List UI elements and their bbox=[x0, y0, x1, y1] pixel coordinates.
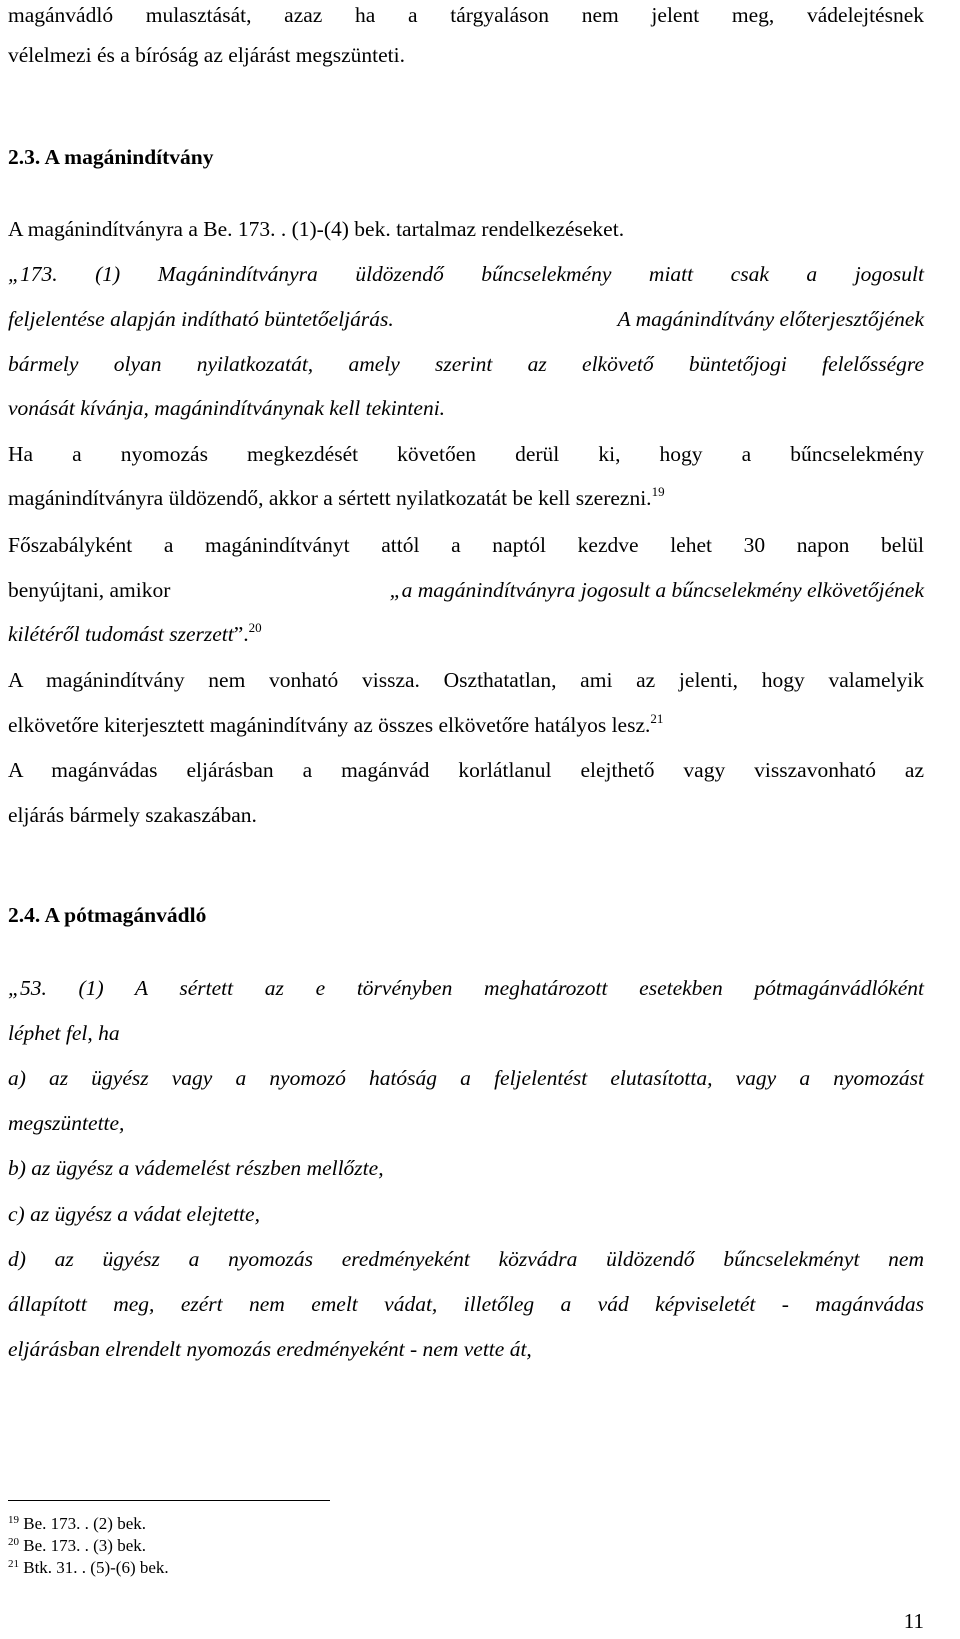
paragraph-line: Főszabályként a magánindítványt attól a naptól kezdve lehet 30 napon belül bbox=[8, 533, 924, 557]
paragraph-line: vélelmezi és a bíróság az eljárást megszünteti. bbox=[8, 43, 405, 67]
paragraph-text: benyújtani, amikor bbox=[8, 578, 171, 602]
footnote-divider bbox=[8, 1500, 330, 1501]
quote-line: állapított meg, ezért nem emelt vádat, illetőleg a vád képviseletét - magánvádas bbox=[8, 1292, 924, 1316]
section-heading: 2.3. A magánindítvány bbox=[8, 145, 214, 169]
paragraph-text: elkövetőre kiterjesztett magánindítvány az összes elkövetőre hatályos lesz. bbox=[8, 713, 651, 737]
quote-line: bármely olyan nyilatkozatát, amely szerint az elkövető büntetőjogi felelősségre bbox=[8, 352, 924, 376]
footnote-ref: 21 bbox=[650, 711, 664, 726]
footnote-number: 21 bbox=[8, 1558, 19, 1570]
footnote-text: Btk. 31. . (5)-(6) bek. bbox=[23, 1558, 169, 1577]
quote-line: c) az ügyész a vádat elejtette, bbox=[8, 1202, 260, 1226]
paragraph-text: magánindítványra üldözendő, akkor a sértett nyilatkozatát be kell szerezni. bbox=[8, 486, 652, 510]
paragraph-line bbox=[8, 575, 924, 605]
quote-line: eljárásban elrendelt nyomozás eredményeként - nem vette át, bbox=[8, 1337, 532, 1361]
quote-line: léphet fel, ha bbox=[8, 1021, 120, 1045]
footnote-ref: 19 bbox=[651, 484, 665, 499]
footnote-ref: 20 bbox=[248, 620, 262, 635]
footnote-number: 19 bbox=[8, 1514, 19, 1526]
paragraph-line bbox=[8, 710, 924, 740]
quote-line: vonását kívánja, magánindítványnak kell tekinteni. bbox=[8, 396, 446, 420]
quote-text: A magánindítvány előterjesztőjének bbox=[617, 307, 924, 331]
quote-line: d) az ügyész a nyomozás eredményeként közvádra üldözendő bűncselekményt nem bbox=[8, 1247, 924, 1271]
quote-line: a) az ügyész vagy a nyomozó hatóság a feljelentést elutasította, vagy a nyomozást bbox=[8, 1066, 924, 1090]
paragraph-line: A magánvádas eljárásban a magánvád korlátlanul elejthető vagy visszavonható az bbox=[8, 758, 924, 782]
footnote bbox=[8, 1558, 169, 1578]
footnote-text: Be. 173. . (2) bek. bbox=[23, 1514, 147, 1533]
quote-line: „173. (1) Magánindítványra üldözendő bűncselekmény miatt csak a jogosult bbox=[8, 262, 924, 286]
footnote-text: Be. 173. . (3) bek. bbox=[23, 1536, 147, 1555]
paragraph-line: A magánindítványra a Be. 173. . (1)-(4) bek. tartalmaz rendelkezéseket. bbox=[8, 217, 625, 241]
section-heading: 2.4. A pótmagánvádló bbox=[8, 903, 207, 927]
paragraph-line: Ha a nyomozás megkezdését követően derül ki, hogy a bűncselekmény bbox=[8, 442, 924, 466]
quote-text: kilétéről tudomást szerzett bbox=[8, 622, 234, 646]
page-number: 11 bbox=[903, 1609, 924, 1633]
paragraph-line: magánvádló mulasztását, azaz ha a tárgyaláson nem jelent meg, vádelejtésnek bbox=[8, 3, 924, 27]
quote-line: megszüntette, bbox=[8, 1111, 125, 1135]
footnote bbox=[8, 1536, 146, 1556]
quote-line bbox=[8, 304, 924, 334]
paragraph-line bbox=[8, 483, 924, 513]
quote-line: b) az ügyész a vádemelést részben mellőzte, bbox=[8, 1156, 384, 1180]
quote-text: feljelentése alapján indítható büntetőeljárás. bbox=[8, 307, 394, 331]
paragraph-line: eljárás bármely szakaszában. bbox=[8, 803, 257, 827]
quote-line: „53. (1) A sértett az e törvényben meghatározott esetekben pótmagánvádlóként bbox=[8, 976, 924, 1000]
footnote-number: 20 bbox=[8, 1536, 19, 1548]
quote-close: ”. bbox=[233, 622, 249, 646]
footnote bbox=[8, 1514, 146, 1534]
quote-text: „a magánindítványra jogosult a bűncselekmény elkövetőjének bbox=[389, 578, 924, 602]
paragraph-line bbox=[8, 619, 924, 649]
paragraph-line: A magánindítvány nem vonható vissza. Oszthatatlan, ami az jelenti, hogy valamelyik bbox=[8, 668, 924, 692]
